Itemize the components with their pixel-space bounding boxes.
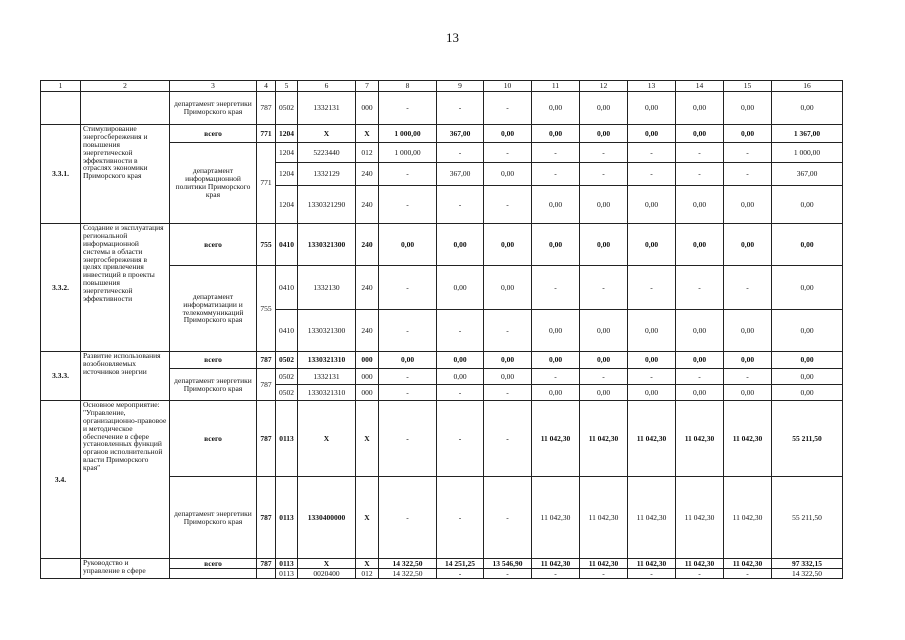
- cell-c16: 97 332,15: [772, 559, 843, 569]
- cell-executor: [170, 569, 257, 579]
- cell-c11: 0,00: [532, 352, 580, 369]
- cell-c8: -: [379, 385, 437, 401]
- cell-c11: -: [532, 266, 580, 310]
- cell-c7: X: [356, 401, 379, 477]
- cell-c14: 0,00: [676, 310, 724, 352]
- cell-c14: 0,00: [676, 186, 724, 224]
- cell-c10: -: [484, 401, 532, 477]
- cell-c7: 000: [356, 92, 379, 125]
- cell-c8: 0,00: [379, 352, 437, 369]
- cell-c7: X: [356, 477, 379, 559]
- cell-c8: -: [379, 163, 437, 186]
- cell-c9: 367,00: [437, 125, 484, 143]
- cell-c7: X: [356, 559, 379, 569]
- cell-c5: 0502: [276, 369, 298, 385]
- cell-c11: 11 042,30: [532, 559, 580, 569]
- table-row-total: [41, 125, 843, 143]
- cell-c16: 0,00: [772, 224, 843, 266]
- table-row-total: [41, 559, 843, 569]
- header-cell: 15: [724, 81, 772, 92]
- cell-c4: 755: [257, 224, 276, 266]
- cell-c10: -: [484, 385, 532, 401]
- cell-c13: 0,00: [628, 125, 676, 143]
- cell-c7: 000: [356, 352, 379, 369]
- cell-c6: X: [298, 401, 356, 477]
- cell-c8: -: [379, 369, 437, 385]
- cell-c9: -: [437, 143, 484, 163]
- cell-c6: 1330321310: [298, 352, 356, 369]
- cell-c10: -: [484, 143, 532, 163]
- cell-c6: 1330321300: [298, 310, 356, 352]
- cell-c6: X: [298, 125, 356, 143]
- cell-c5: 0410: [276, 224, 298, 266]
- cell-c8: 14 322,50: [379, 559, 437, 569]
- cell-c4: 787: [257, 369, 276, 401]
- cell-c12: 0,00: [580, 385, 628, 401]
- cell-c15: 0,00: [724, 352, 772, 369]
- cell-c11: 0,00: [532, 125, 580, 143]
- cell-c6: 1330400000: [298, 477, 356, 559]
- cell-c16: 55 211,50: [772, 401, 843, 477]
- cell-c5: 0410: [276, 310, 298, 352]
- page-number: 13: [446, 30, 459, 45]
- cell-c16: 367,00: [772, 163, 843, 186]
- header-cell: 14: [676, 81, 724, 92]
- cell-c9: 367,00: [437, 163, 484, 186]
- cell-c11: -: [532, 163, 580, 186]
- cell-c16: 0,00: [772, 92, 843, 125]
- cell-c15: 11 042,30: [724, 401, 772, 477]
- cell-name: [81, 92, 170, 125]
- cell-c7: 240: [356, 224, 379, 266]
- cell-c9: -: [437, 310, 484, 352]
- cell-c11: 11 042,30: [532, 401, 580, 477]
- cell-c16: 0,00: [772, 266, 843, 310]
- cell-id: 3.3.1.: [41, 125, 81, 224]
- cell-c4: 771: [257, 125, 276, 143]
- cell-c6: 1332129: [298, 163, 356, 186]
- cell-c13: 0,00: [628, 352, 676, 369]
- cell-executor: всего: [170, 125, 257, 143]
- cell-executor: департамент информационной политики Приморского края: [170, 143, 257, 224]
- cell-c5: 1204: [276, 125, 298, 143]
- cell-c5: 0113: [276, 477, 298, 559]
- cell-c8: -: [379, 310, 437, 352]
- header-cell: 13: [628, 81, 676, 92]
- cell-c5: 1204: [276, 186, 298, 224]
- header-cell: 10: [484, 81, 532, 92]
- cell-id: [41, 559, 81, 579]
- cell-c5: 0502: [276, 92, 298, 125]
- cell-c14: 0,00: [676, 352, 724, 369]
- cell-c11: -: [532, 569, 580, 579]
- header-cell: 12: [580, 81, 628, 92]
- cell-c10: 0,00: [484, 369, 532, 385]
- cell-executor: департамент энергетики Приморского края: [170, 369, 257, 401]
- cell-c12: 0,00: [580, 310, 628, 352]
- cell-c11: -: [532, 143, 580, 163]
- cell-c13: -: [628, 163, 676, 186]
- cell-c6: 5223440: [298, 143, 356, 163]
- cell-executor: департамент информатизации и телекоммуникаций Приморского края: [170, 266, 257, 352]
- header-cell: 4: [257, 81, 276, 92]
- cell-c8: -: [379, 92, 437, 125]
- cell-c10: 0,00: [484, 224, 532, 266]
- cell-c12: 0,00: [580, 224, 628, 266]
- cell-c9: 0,00: [437, 369, 484, 385]
- cell-c13: -: [628, 569, 676, 579]
- header-cell: 1: [41, 81, 81, 92]
- cell-name: Создание и эксплуатация региональной информационной системы в области энергосбережения в целях привлечения инвестиций в проекты повышения энергетической эффективности: [81, 224, 170, 352]
- cell-c6: 1332130: [298, 266, 356, 310]
- cell-c6: 1332131: [298, 369, 356, 385]
- cell-c13: 0,00: [628, 385, 676, 401]
- cell-c16: 0,00: [772, 369, 843, 385]
- cell-c5: 0113: [276, 569, 298, 579]
- cell-c11: 0,00: [532, 92, 580, 125]
- cell-c14: -: [676, 143, 724, 163]
- cell-c9: 0,00: [437, 266, 484, 310]
- cell-c13: -: [628, 143, 676, 163]
- cell-name: Руководство и управление в сфере: [81, 559, 170, 579]
- cell-c11: 11 042,30: [532, 477, 580, 559]
- cell-c16: 1 367,00: [772, 125, 843, 143]
- cell-c9: -: [437, 385, 484, 401]
- budget-table: [40, 80, 843, 579]
- cell-c12: 11 042,30: [580, 559, 628, 569]
- cell-c9: -: [437, 569, 484, 579]
- cell-c5: 0113: [276, 401, 298, 477]
- cell-c12: -: [580, 163, 628, 186]
- cell-c13: 0,00: [628, 92, 676, 125]
- cell-c8: 14 322,50: [379, 569, 437, 579]
- cell-c9: 0,00: [437, 224, 484, 266]
- cell-c6: 1330321290: [298, 186, 356, 224]
- table-row: [41, 92, 843, 125]
- cell-c6: 0020400: [298, 569, 356, 579]
- cell-c16: 0,00: [772, 310, 843, 352]
- cell-executor: всего: [170, 559, 257, 569]
- cell-c4: 787: [257, 477, 276, 559]
- cell-c12: -: [580, 369, 628, 385]
- header-cell: 6: [298, 81, 356, 92]
- cell-c8: -: [379, 186, 437, 224]
- cell-c10: 0,00: [484, 266, 532, 310]
- cell-c12: 0,00: [580, 352, 628, 369]
- cell-c9: -: [437, 186, 484, 224]
- cell-c13: 0,00: [628, 224, 676, 266]
- cell-c15: 0,00: [724, 125, 772, 143]
- cell-c5: 1204: [276, 163, 298, 186]
- cell-c14: -: [676, 163, 724, 186]
- cell-c12: -: [580, 143, 628, 163]
- header-cell: 9: [437, 81, 484, 92]
- cell-id: [41, 92, 81, 125]
- cell-c15: 11 042,30: [724, 559, 772, 569]
- cell-c15: 0,00: [724, 186, 772, 224]
- cell-c10: 0,00: [484, 352, 532, 369]
- table-row-total: [41, 352, 843, 369]
- cell-c5: 0113: [276, 559, 298, 569]
- cell-c15: 11 042,30: [724, 477, 772, 559]
- cell-c8: -: [379, 266, 437, 310]
- cell-c7: 012: [356, 569, 379, 579]
- cell-id: 3.3.3.: [41, 352, 81, 401]
- cell-c5: 0502: [276, 352, 298, 369]
- cell-c15: -: [724, 369, 772, 385]
- cell-c10: -: [484, 569, 532, 579]
- cell-c14: 0,00: [676, 125, 724, 143]
- cell-c14: -: [676, 569, 724, 579]
- table-row-total: [41, 224, 843, 266]
- cell-c15: 0,00: [724, 224, 772, 266]
- cell-c12: 0,00: [580, 186, 628, 224]
- cell-c9: -: [437, 92, 484, 125]
- cell-c10: -: [484, 92, 532, 125]
- cell-c12: 0,00: [580, 92, 628, 125]
- cell-c9: -: [437, 401, 484, 477]
- cell-c12: 0,00: [580, 125, 628, 143]
- cell-c16: 0,00: [772, 385, 843, 401]
- cell-c12: 11 042,30: [580, 477, 628, 559]
- header-cell: 7: [356, 81, 379, 92]
- cell-c12: -: [580, 569, 628, 579]
- cell-c4: 755: [257, 266, 276, 352]
- cell-c14: 11 042,30: [676, 559, 724, 569]
- cell-c13: 11 042,30: [628, 477, 676, 559]
- cell-c9: -: [437, 477, 484, 559]
- cell-c4: 787: [257, 559, 276, 569]
- cell-c13: 11 042,30: [628, 401, 676, 477]
- table-header-row: [41, 81, 843, 92]
- cell-c8: -: [379, 477, 437, 559]
- cell-executor: всего: [170, 352, 257, 369]
- cell-c14: 11 042,30: [676, 477, 724, 559]
- cell-c16: 1 000,00: [772, 143, 843, 163]
- header-cell: 11: [532, 81, 580, 92]
- cell-executor: департамент энергетики Приморского края: [170, 92, 257, 125]
- header-cell: 5: [276, 81, 298, 92]
- cell-c15: -: [724, 143, 772, 163]
- cell-c5: 1204: [276, 143, 298, 163]
- cell-c7: 000: [356, 385, 379, 401]
- cell-c15: 0,00: [724, 310, 772, 352]
- cell-c16: 0,00: [772, 186, 843, 224]
- cell-executor: всего: [170, 401, 257, 477]
- cell-c4: 787: [257, 352, 276, 369]
- cell-c4: 771: [257, 143, 276, 224]
- cell-c6: 1332131: [298, 92, 356, 125]
- cell-c8: 1 000,00: [379, 143, 437, 163]
- cell-c14: -: [676, 369, 724, 385]
- cell-c7: X: [356, 125, 379, 143]
- cell-executor: всего: [170, 224, 257, 266]
- header-cell: 3: [170, 81, 257, 92]
- cell-c14: -: [676, 266, 724, 310]
- cell-c12: -: [580, 266, 628, 310]
- header-cell: 8: [379, 81, 437, 92]
- cell-c8: 1 000,00: [379, 125, 437, 143]
- cell-c14: 0,00: [676, 92, 724, 125]
- cell-c11: -: [532, 369, 580, 385]
- cell-c13: 0,00: [628, 310, 676, 352]
- cell-c7: 000: [356, 369, 379, 385]
- cell-c10: -: [484, 477, 532, 559]
- cell-c16: 0,00: [772, 352, 843, 369]
- cell-c6: X: [298, 559, 356, 569]
- header-cell: 16: [772, 81, 843, 92]
- cell-c6: 1330321310: [298, 385, 356, 401]
- cell-c13: 11 042,30: [628, 559, 676, 569]
- cell-c10: -: [484, 186, 532, 224]
- cell-c6: 1330321300: [298, 224, 356, 266]
- cell-c13: 0,00: [628, 186, 676, 224]
- cell-c13: -: [628, 369, 676, 385]
- cell-c4: 787: [257, 401, 276, 477]
- cell-c10: -: [484, 310, 532, 352]
- cell-name: Основное мероприятие: "Управление, организационно-правовое и методическое обеспечение в сфере установленных функций органов исполнительной власти Приморского края": [81, 401, 170, 559]
- cell-c4: [257, 569, 276, 579]
- cell-c16: 14 322,50: [772, 569, 843, 579]
- cell-c15: -: [724, 163, 772, 186]
- cell-c9: 14 251,25: [437, 559, 484, 569]
- cell-c10: 0,00: [484, 163, 532, 186]
- cell-c10: 0,00: [484, 125, 532, 143]
- cell-id: 3.3.2.: [41, 224, 81, 352]
- cell-c4: 787: [257, 92, 276, 125]
- cell-name: Развитие использования возобновляемых источников энергии: [81, 352, 170, 401]
- cell-executor: департамент энергетики Приморского края: [170, 477, 257, 559]
- cell-c11: 0,00: [532, 310, 580, 352]
- cell-c9: 0,00: [437, 352, 484, 369]
- cell-c7: 240: [356, 310, 379, 352]
- cell-name: Стимулирование энергосбережения и повышения энергетической эффективности в отраслях экономики Приморского края: [81, 125, 170, 224]
- cell-c15: 0,00: [724, 385, 772, 401]
- cell-c7: 240: [356, 163, 379, 186]
- cell-c15: 0,00: [724, 92, 772, 125]
- cell-c11: 0,00: [532, 385, 580, 401]
- cell-c11: 0,00: [532, 186, 580, 224]
- cell-c10: 13 546,90: [484, 559, 532, 569]
- cell-id: 3.4.: [41, 401, 81, 559]
- cell-c12: 11 042,30: [580, 401, 628, 477]
- cell-c11: 0,00: [532, 224, 580, 266]
- cell-c7: 240: [356, 186, 379, 224]
- cell-c5: 0410: [276, 266, 298, 310]
- cell-c13: -: [628, 266, 676, 310]
- cell-c8: 0,00: [379, 224, 437, 266]
- cell-c14: 11 042,30: [676, 401, 724, 477]
- cell-c14: 0,00: [676, 224, 724, 266]
- header-cell: 2: [81, 81, 170, 92]
- cell-c15: -: [724, 266, 772, 310]
- cell-c14: 0,00: [676, 385, 724, 401]
- cell-c8: -: [379, 401, 437, 477]
- cell-c5: 0502: [276, 385, 298, 401]
- cell-c7: 012: [356, 143, 379, 163]
- table-row-total: [41, 401, 843, 477]
- cell-c15: -: [724, 569, 772, 579]
- cell-c7: 240: [356, 266, 379, 310]
- cell-c16: 55 211,50: [772, 477, 843, 559]
